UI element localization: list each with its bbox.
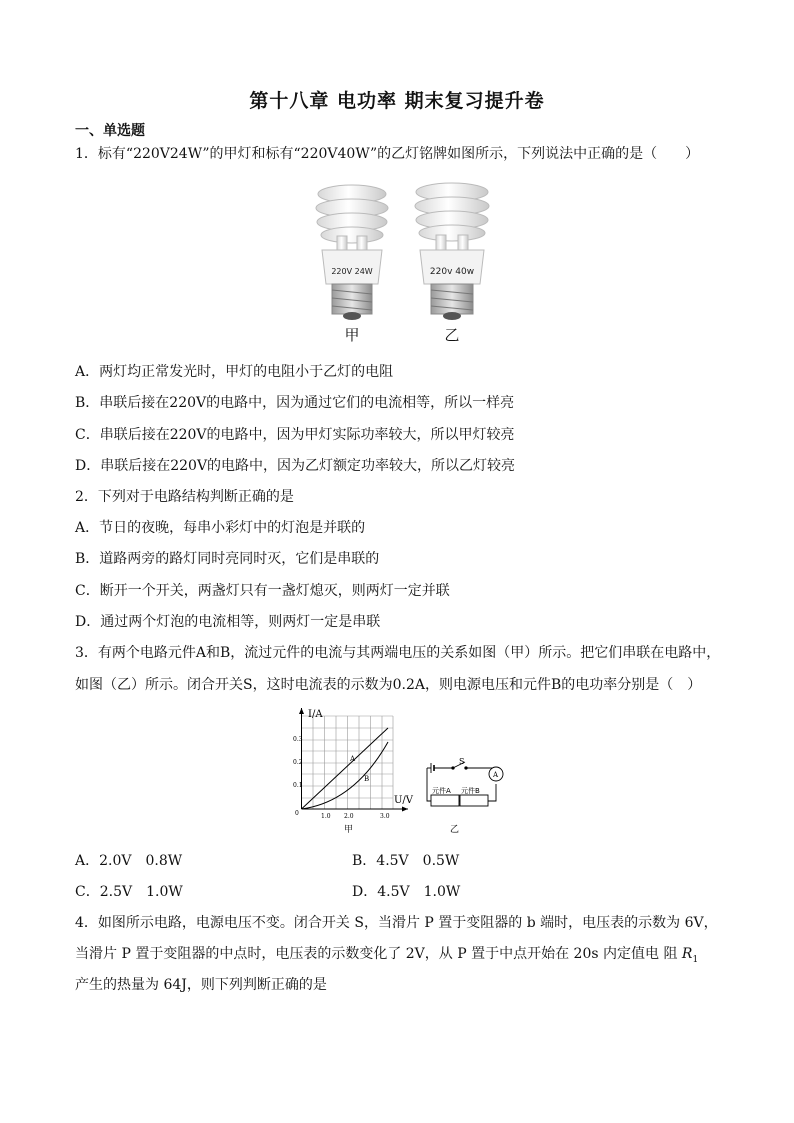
- graph-caption: 甲: [344, 825, 354, 835]
- iu-graph: [293, 708, 414, 835]
- q3-option-b: B．4.5V 0.5W: [352, 853, 460, 869]
- curve-a-label: A: [350, 755, 356, 763]
- q1-option-a: A．两灯均正常发光时，甲灯的电阻小于乙灯的电阻: [75, 364, 394, 380]
- bulb-a-rating: 220V 24W: [331, 267, 373, 276]
- curve-b-label: B: [364, 775, 370, 783]
- q1-option-d: D．串联后接在220V的电路中，因为乙灯额定功率较大，所以乙灯较亮: [75, 458, 516, 474]
- y-tick-0.2: 0.2: [293, 759, 303, 766]
- q4-line3: 产生的热量为 64J，则下列判断正确的是: [75, 977, 327, 993]
- q1-stem: 1．标有“220V24W”的甲灯和标有“220V40W”的乙灯铭牌如图所示，下列说法中正确的是（ ）: [75, 146, 700, 162]
- y-axis-label: I/A: [308, 709, 323, 720]
- q2-option-a: A．节日的夜晚，每串小彩灯中的灯泡是并联的: [75, 520, 366, 536]
- q1-option-c: C．串联后接在220V的电路中，因为甲灯实际功率较大，所以甲灯较亮: [75, 427, 515, 443]
- q3-option-a: A．2.0V 0.8W: [75, 853, 183, 869]
- circuit-caption: 乙: [450, 825, 460, 835]
- element-a-label: 元件A: [432, 787, 451, 795]
- section-heading: 一、单选题: [75, 123, 145, 139]
- q4-variable-subscript: 1: [692, 954, 699, 965]
- x-tick-3.0: 3.0: [380, 813, 390, 820]
- element-b-label: 元件B: [461, 787, 480, 795]
- bulb-a: [316, 185, 388, 344]
- page-title: 第十八章 电功率 期末复习提升卷: [249, 90, 545, 112]
- q3-stem-line2: 如图（乙）所示。闭合开关S，这时电流表的示数为0.2A，则电源电压和元件B的电功率分别是（ ）: [75, 677, 702, 693]
- switch-label: S: [459, 757, 465, 766]
- bulb-b-label: 乙: [444, 326, 460, 344]
- q2-option-b: B．道路两旁的路灯同时亮同时灭，它们是串联的: [75, 551, 380, 567]
- y-tick-0.3: 0.3: [293, 736, 303, 743]
- x-axis-arrow: [402, 807, 408, 812]
- x-tick-2.0: 2.0: [344, 813, 354, 820]
- x-tick-1.0: 1.0: [321, 813, 331, 820]
- q2-option-c: C．断开一个开关，两盏灯只有一盏灯熄灭，则两灯一定并联: [75, 583, 450, 599]
- curve-b: [302, 742, 389, 809]
- q4-line2: [75, 944, 698, 970]
- y-tick-0.1: 0.1: [293, 782, 303, 789]
- q3-figure: [284, 704, 524, 840]
- q3-option-c: C．2.5V 1.0W: [75, 884, 183, 900]
- y-axis-arrow: [299, 708, 304, 714]
- q4-line1: 4．如图所示电路，电源电压不变。闭合开关 S，当滑片 P 置于变阻器的 b 端时，电压表的示数为 6V，: [75, 915, 718, 931]
- x-axis-label: U/V: [394, 795, 414, 806]
- graph-grid: [302, 716, 394, 809]
- origin-label: 0: [295, 810, 299, 817]
- bulb-b: [415, 183, 489, 344]
- bulb-figure: [300, 180, 500, 348]
- q4-line2-text: 当滑片 P 置于变阻器的中点时，电压表的示数变化了 2V，从 P 置于中点开始在 20s 内定值电 阻: [75, 946, 682, 962]
- bulb-b-rating: 220v 40w: [429, 267, 475, 277]
- q4-variable-r: R: [681, 946, 693, 962]
- q1-option-b: B．串联后接在220V的电路中，因为通过它们的电流相等，所以一样亮: [75, 395, 515, 411]
- q3-option-d: D．4.5V 1.0W: [352, 884, 461, 900]
- circuit-diagram: [427, 762, 503, 806]
- q2-option-d: D．通过两个灯泡的电流相等，则两灯一定是串联: [75, 614, 381, 630]
- ammeter-label: A: [493, 771, 499, 779]
- q3-stem-line1: 3．有两个电路元件A和B，流过元件的电流与其两端电压的关系如图（甲）所示。把它们串联在电路中，: [75, 645, 721, 661]
- q2-stem: 2．下列对于电路结构判断正确的是: [75, 489, 294, 505]
- bulb-a-label: 甲: [344, 326, 360, 344]
